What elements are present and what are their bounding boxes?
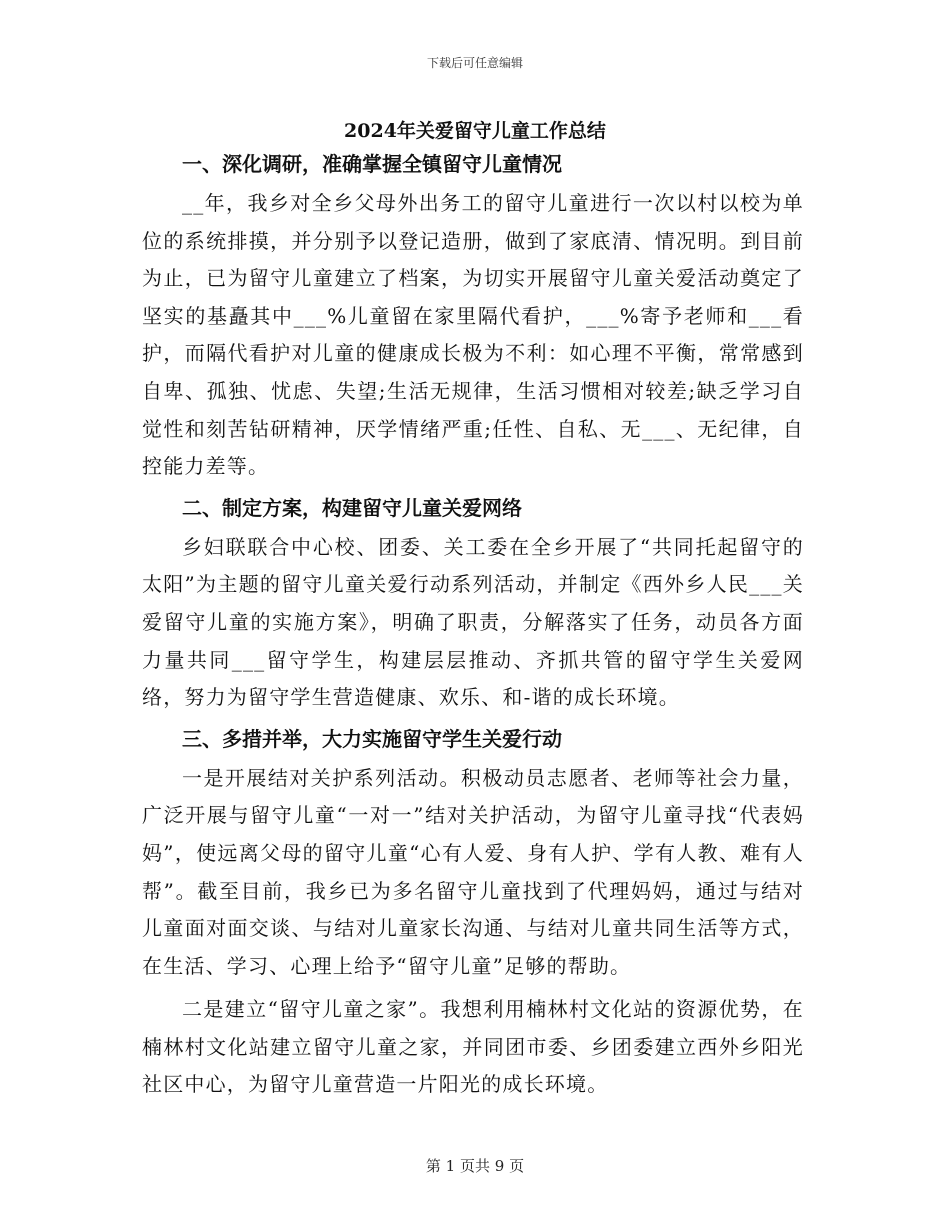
document-body (142, 148, 804, 1110)
section-3-paragraph-1: 一是开展结对关护系列活动。积极动员志愿者、老师等社会力量，广泛开展与留守儿童“一对一”结对关护活动，为留守儿童寻找“代表妈妈”，使远离父母的留守儿童“心有人爱、身有人护、学有人教、难有人帮”。截至目前，我乡已为多名留守儿童找到了代理妈妈，通过与结对儿童面对面交谈、与结对儿童家长沟通、与结对儿童共同生活等方式，在生活、学习、心理上给予“留守儿童”足够的帮助。 (142, 765, 804, 978)
section-1-heading: 一、深化调研，准确掌握全镇留守儿童情况 (182, 152, 562, 176)
section-2-heading: 二、制定方案，构建留守儿童关爱网络 (182, 495, 522, 520)
header-note: 下载后可任意编辑 (426, 56, 523, 70)
section-1-paragraph-1: __年，我乡对全乡父母外出务工的留守儿童进行一次以村以校为单位的系统排摸，并分别予以登记造册，做到了家底清、情况明。到目前为止，已为留守儿童建立了档案，为切实开展留守儿童关爱活动奠定了坚实的基矗其中___%儿童留在家里隔代看护，___%寄予老师和___看护，而隔代看护对儿童的健康成长极为不利：如心理不平衡，常常感到自卑、孤独、忧虑、失望;生活无规律，生活习惯相对较差;缺乏学习自觉性和刻苦钻研精神，厌学情绪严重;任性、自私、无___、无纪律，自控能力差等。 (142, 191, 804, 479)
document-title: 2024年关爱留守儿童工作总结 (344, 120, 606, 142)
section-3-paragraph-2: 二是建立“留守儿童之家”。我想利用楠林村文化站的资源优势，在楠林村文化站建立留守儿童之家，并同团市委、乡团委建立西外乡阳光社区中心，为留守儿童营造一片阳光的成长环境。 (142, 997, 804, 1097)
section-3-heading: 三、多措并举，大力实施留守学生关爱行动 (182, 726, 562, 751)
page-footer: 第 1 页共 9 页 (425, 1157, 525, 1175)
section-2-paragraph-1: 乡妇联联合中心校、团委、关工委在全乡开展了“共同托起留守的太阳”为主题的留守儿童关爱行动系列活动，并制定《西外乡人民___关爱留守儿童的实施方案》，明确了职责，分解落实了任务，动员各方面力量共同___留守学生，构建层层推动、齐抓共管的留守学生关爱网络，努力为留守学生营造健康、欢乐、和-谐的成长环境。 (142, 534, 804, 710)
